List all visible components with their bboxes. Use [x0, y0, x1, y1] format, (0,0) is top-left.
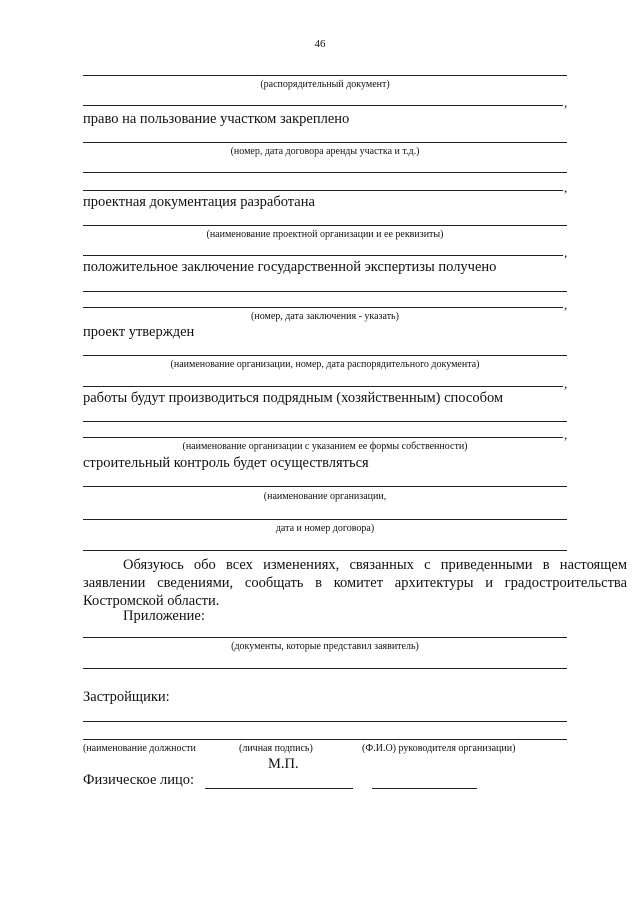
fill-line[interactable]: [83, 291, 567, 292]
fill-line[interactable]: [83, 105, 563, 106]
signature-sign-caption: (личная подпись): [239, 743, 313, 754]
comma: ,: [564, 95, 568, 110]
fill-line[interactable]: [83, 739, 567, 740]
land-right-label: право на пользование участком закреплено: [83, 111, 350, 127]
construction-control-label: строительный контроль будет осуществляться: [83, 455, 369, 471]
signature-position-caption: (наименование должности: [83, 743, 196, 754]
fill-line[interactable]: [83, 172, 567, 173]
caption-conclusion: (номер, дата заключения - указать): [251, 311, 399, 322]
comma: ,: [564, 376, 568, 391]
comma: ,: [564, 297, 568, 312]
caption-design-org: (наименование проектной организации и ее реквизиты): [206, 229, 444, 240]
commitment-text: Обязуюсь обо всех изменениях, связанных с приведенными в настоящем заявлении сведениями, сообщать в комитет архитектуры и градостроительства Костромской области.: [83, 557, 627, 609]
fill-line[interactable]: [83, 142, 567, 143]
fill-line[interactable]: [83, 486, 567, 487]
expertise-label: положительное заключение государственной экспертизы получено: [83, 259, 497, 275]
caption-ownership: (наименование организации с указанием ее формы собственности): [182, 441, 468, 452]
fill-line[interactable]: [83, 225, 567, 226]
fill-line[interactable]: [83, 255, 563, 256]
fill-line[interactable]: [83, 721, 567, 722]
project-approved-label: проект утвержден: [83, 324, 195, 340]
comma: ,: [564, 427, 568, 442]
stamp-label: М.П.: [268, 756, 299, 772]
fill-line[interactable]: [83, 550, 567, 551]
caption-lease: (номер, дата договора аренды участка и т.д.): [230, 146, 420, 157]
fill-line[interactable]: [83, 519, 567, 520]
signature-name-caption: (Ф.И.О) руководителя организации): [362, 743, 516, 754]
design-docs-label: проектная документация разработана: [83, 194, 315, 210]
individual-label: Физическое лицо:: [83, 772, 195, 788]
works-method-label: работы будут производиться подрядным (хозяйственным) способом: [83, 390, 504, 406]
fill-line[interactable]: [83, 190, 563, 191]
page-number: 46: [314, 38, 326, 50]
individual-signature-line[interactable]: [205, 788, 353, 789]
fill-line[interactable]: [83, 307, 563, 308]
fill-line[interactable]: [83, 355, 567, 356]
caption-org-name: (наименование организации,: [263, 491, 387, 502]
fill-line[interactable]: [83, 75, 567, 76]
caption-org-order: (наименование организации, номер, дата распорядительного документа): [170, 359, 480, 370]
caption-contract: дата и номер договора): [275, 523, 375, 534]
fill-line[interactable]: [83, 386, 563, 387]
fill-line[interactable]: [83, 421, 567, 422]
individual-name-line[interactable]: [372, 788, 477, 789]
developers-label: Застройщики:: [83, 689, 170, 705]
comma: ,: [564, 180, 568, 195]
commitment-paragraph: [83, 556, 627, 610]
fill-line[interactable]: [83, 637, 567, 638]
caption-order: (распорядительный документ): [260, 79, 390, 90]
fill-line[interactable]: [83, 437, 563, 438]
attachment-label: Приложение:: [123, 608, 205, 624]
fill-line[interactable]: [83, 668, 567, 669]
comma: ,: [564, 245, 568, 260]
caption-documents: (документы, которые представил заявитель): [231, 641, 419, 652]
